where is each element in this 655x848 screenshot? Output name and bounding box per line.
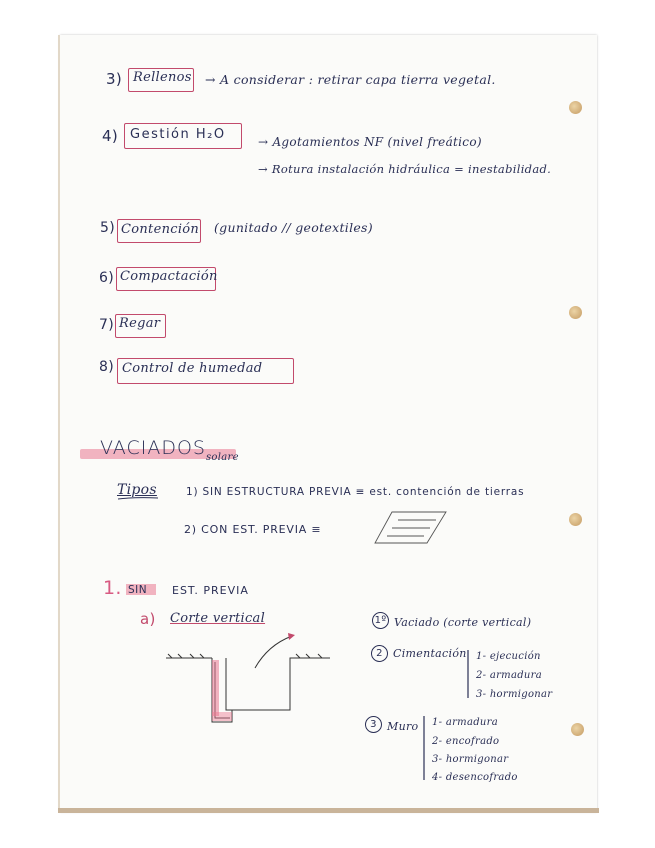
step-3-label: Muro	[387, 720, 419, 733]
step-3-item-4: 4- desencofrado	[432, 772, 518, 783]
item-5-number: 5)	[100, 220, 115, 236]
subsection-a-title: Corte vertical	[170, 611, 266, 626]
item-5-note: (gunitado // geotextiles)	[214, 220, 373, 235]
step-2-item-3: 3- hormigonar	[476, 689, 553, 700]
tipos-label: Tipos	[117, 482, 157, 498]
vaciados-subtitle: solare	[206, 452, 239, 463]
step-3-item-2: 2- encofrado	[432, 736, 500, 747]
page-edge-bottom	[58, 808, 599, 813]
vaciados-heading: VACIADOS	[100, 437, 206, 459]
item-3-number: 3)	[106, 70, 122, 88]
item-3-title: Rellenos	[133, 70, 192, 85]
item-6-title: Compactación	[120, 269, 218, 284]
tipo-1: 1) SIN ESTRUCTURA PREVIA ≡ est. contención de tierras	[186, 486, 525, 498]
item-4-number: 4)	[102, 127, 118, 145]
step-2-item-1: 1- ejecución	[476, 651, 541, 662]
step-3-badge: 3	[365, 716, 382, 733]
tipo-2: 2) CON EST. PREVIA ≡	[184, 523, 322, 536]
section-1-sin: SIN	[128, 584, 148, 596]
step-3-item-3: 3- hormigonar	[432, 754, 509, 765]
item-3-note: → A considerar : retirar capa tierra vegetal.	[205, 72, 496, 87]
item-6-number: 6)	[99, 270, 114, 286]
step-2-item-2: 2- armadura	[476, 670, 542, 681]
step-3-item-1: 1- armadura	[432, 717, 498, 728]
page-edge-left	[58, 35, 60, 812]
subsection-a-label: a)	[140, 610, 156, 628]
binder-hole	[569, 306, 582, 319]
step-1-label: Vaciado (corte vertical)	[394, 616, 532, 629]
item-7-number: 7)	[99, 317, 114, 333]
item-8-title: Control de humedad	[122, 361, 263, 376]
item-5-title: Contención	[121, 222, 200, 237]
section-1-heading: EST. PREVIA	[172, 584, 249, 597]
item-7-title: Regar	[119, 316, 161, 331]
binder-hole	[569, 513, 582, 526]
step-1-badge: 1º	[372, 612, 389, 629]
step-2-badge: 2	[371, 645, 388, 662]
item-4-line1: → Agotamientos NF (nivel freático)	[258, 135, 482, 149]
binder-hole	[569, 101, 582, 114]
step-2-label: Cimentación	[393, 647, 467, 660]
item-8-number: 8)	[99, 359, 114, 375]
binder-hole	[571, 723, 584, 736]
section-1-number: 1.	[103, 577, 122, 599]
item-4-line2: → Rotura instalación hidráulica = inestabilidad.	[258, 162, 552, 176]
item-4-title: Gestión H₂O	[130, 127, 226, 142]
